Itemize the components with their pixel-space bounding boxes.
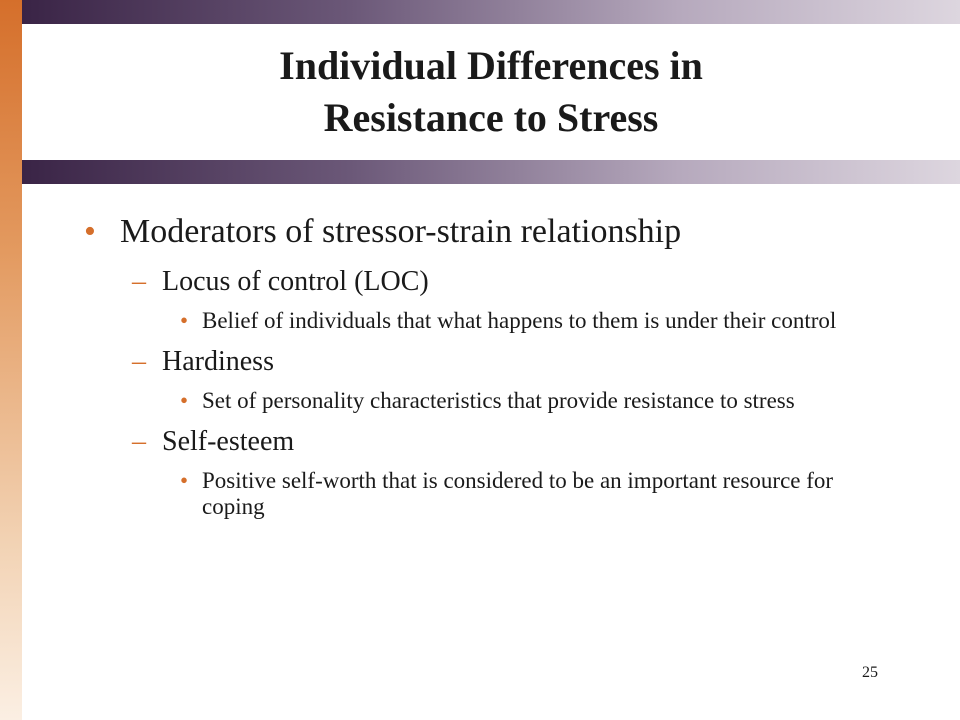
detail-locus-of-control: [84, 308, 894, 334]
title-line-2: Resistance to Stress: [323, 95, 659, 140]
page-number: 25: [862, 664, 878, 681]
detail-text: Belief of individuals that what happens to them is under their control: [202, 308, 837, 333]
sub-item-hardiness: [84, 344, 894, 380]
title-divider-band: [22, 160, 960, 184]
main-bullet: [84, 210, 894, 254]
dash-icon: –: [132, 266, 146, 297]
dash-icon: –: [132, 346, 146, 377]
slide-body: [84, 210, 894, 530]
left-accent-bar: [0, 0, 22, 720]
bullet-icon: •: [84, 213, 96, 250]
sub-item-label: Self-esteem: [162, 426, 295, 457]
detail-hardiness: [84, 388, 894, 414]
main-bullet-text: Moderators of stressor-strain relationship: [120, 213, 682, 250]
bullet-icon: •: [180, 468, 189, 493]
sub-item-label: Hardiness: [162, 346, 274, 377]
detail-self-esteem: [84, 468, 894, 520]
dash-icon: –: [132, 426, 146, 457]
top-decorative-band: [22, 0, 960, 24]
slide-title: [22, 40, 960, 144]
bullet-icon: •: [180, 308, 189, 333]
sub-item-label: Locus of control (LOC): [162, 266, 429, 297]
sub-item-self-esteem: [84, 424, 894, 460]
detail-text: Set of personality characteristics that provide resistance to stress: [202, 388, 795, 413]
title-line-1: Individual Differences in: [279, 43, 703, 88]
bullet-icon: •: [180, 388, 189, 413]
detail-text: Positive self-worth that is considered to be an important resource for coping: [202, 468, 834, 519]
sub-item-locus-of-control: [84, 264, 894, 300]
